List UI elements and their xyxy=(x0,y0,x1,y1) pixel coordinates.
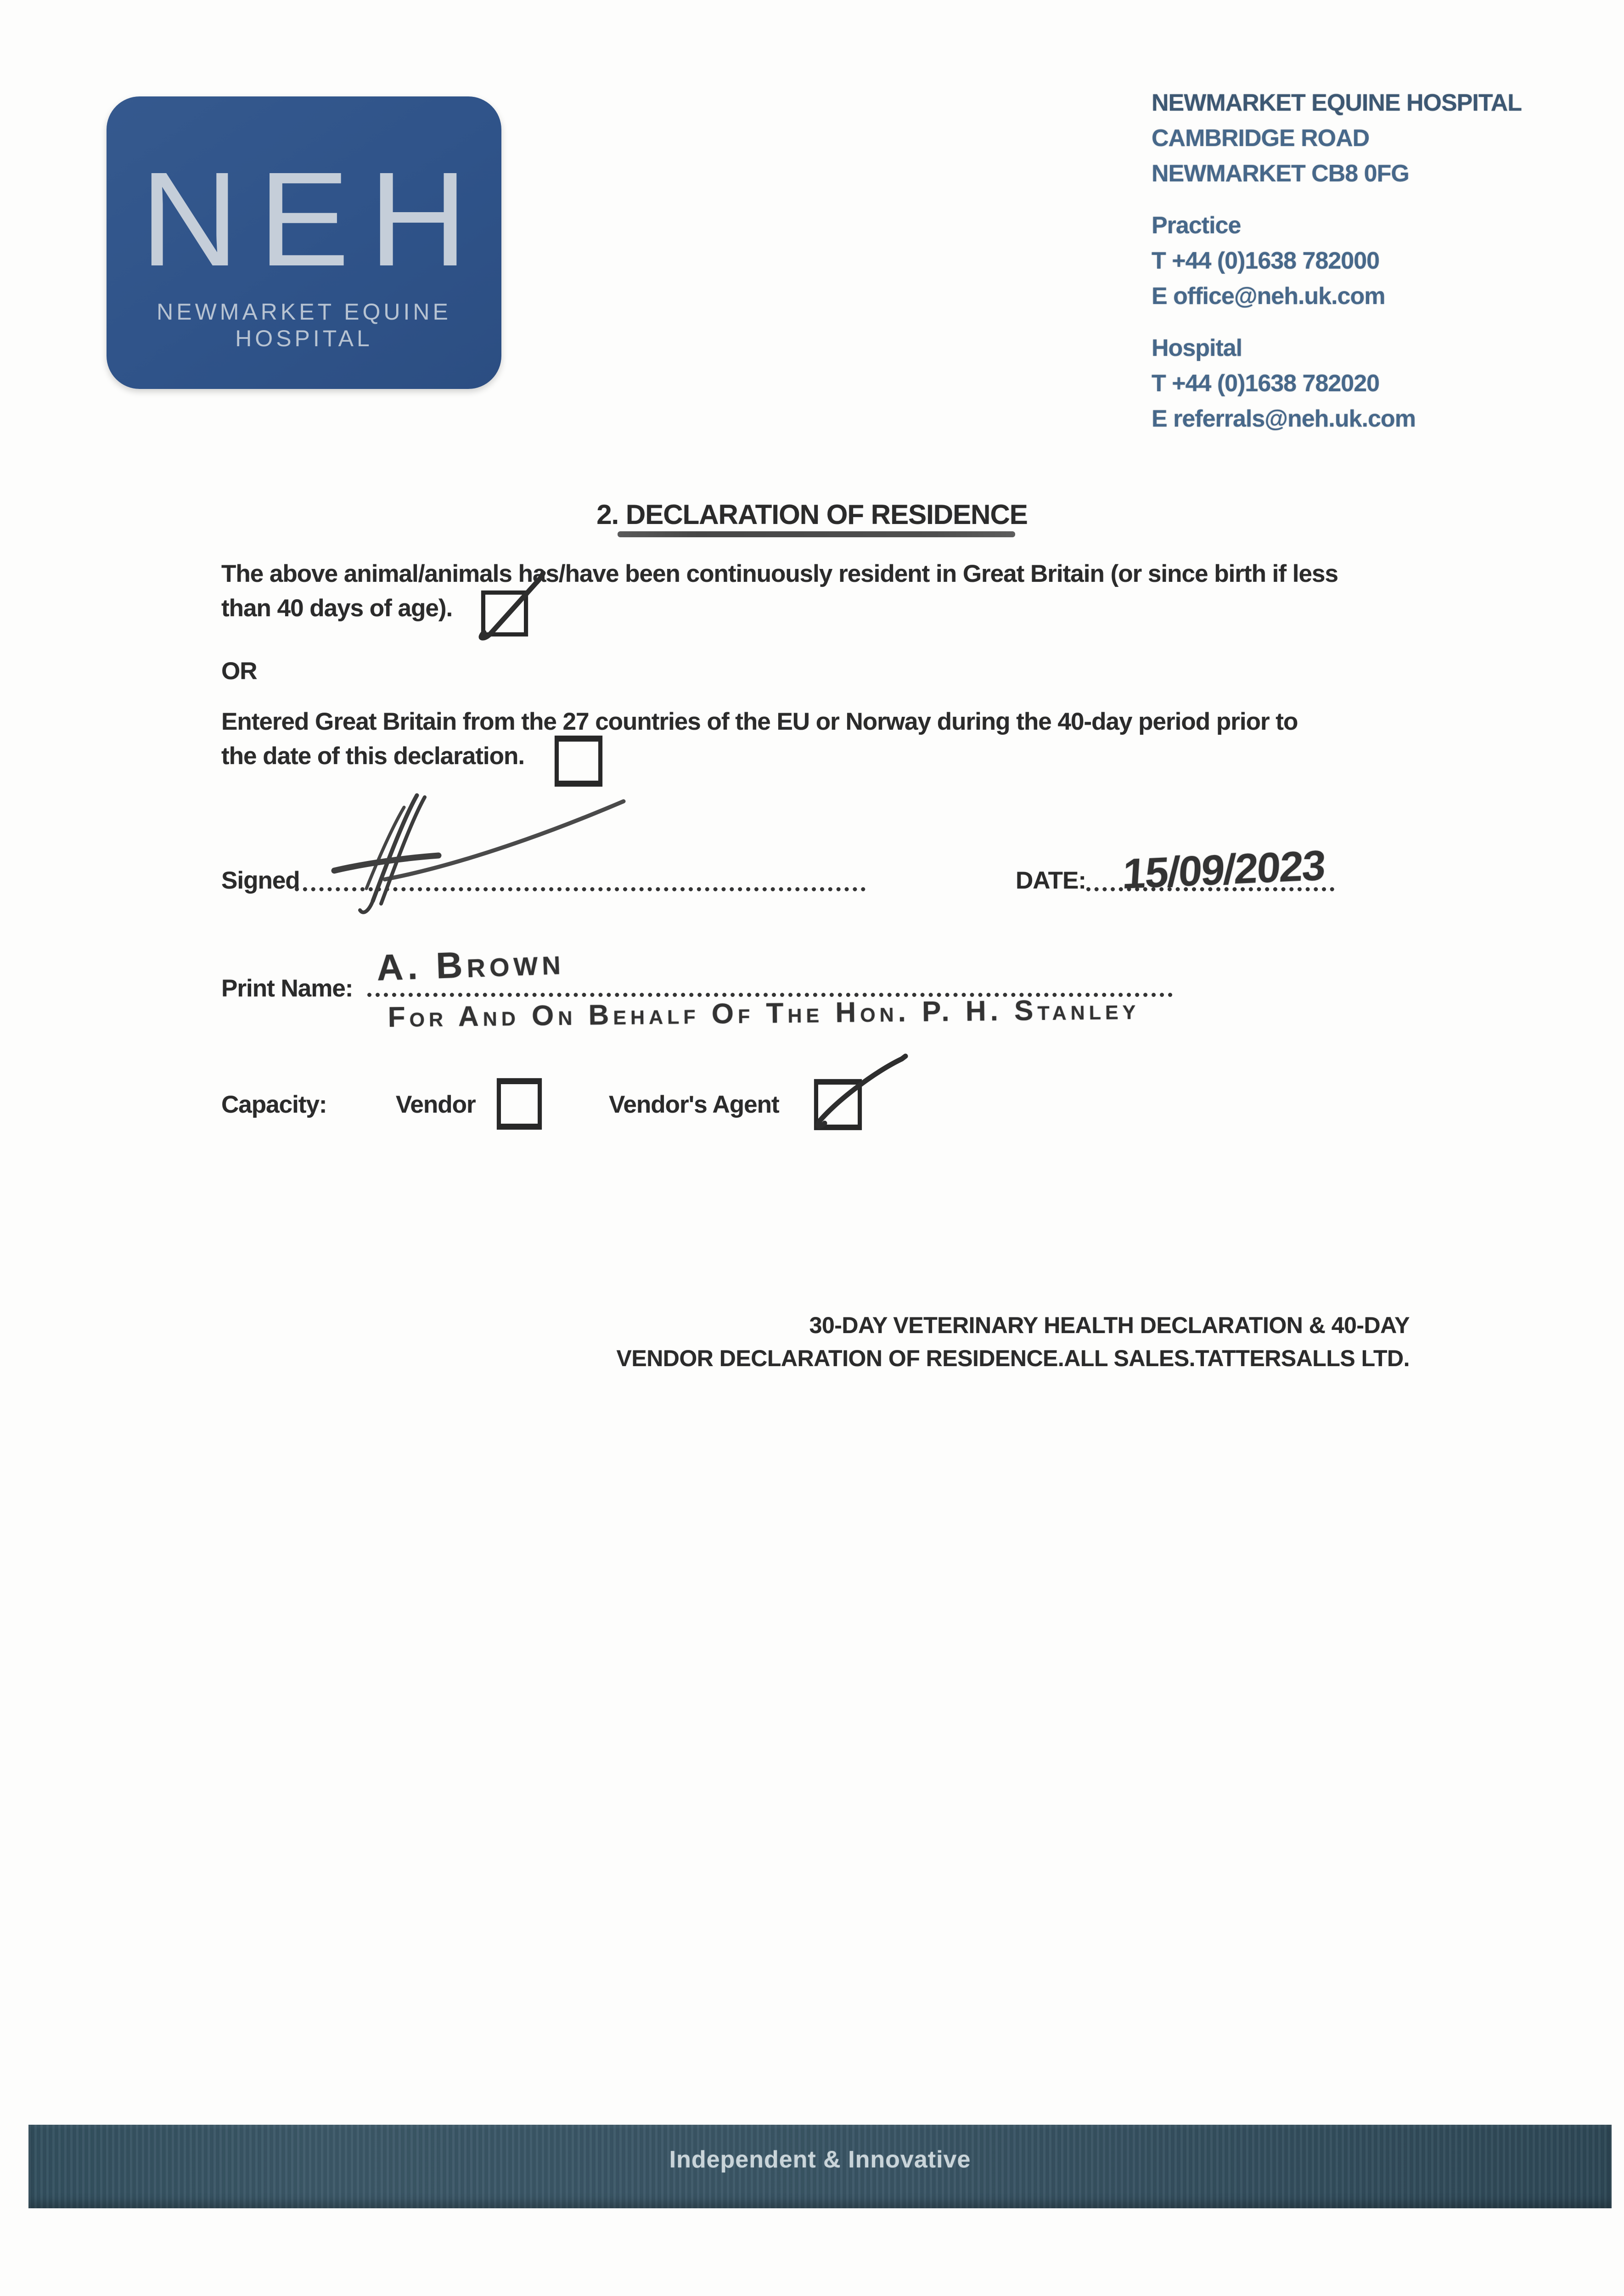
print-name-label: Print Name: xyxy=(221,975,353,1002)
option-resident-text: The above animal/animals has/have been continuously resident in Great Britain (or since birth if less than 40 days of age). xyxy=(221,560,1338,622)
address-line: NEWMARKET CB8 0FG xyxy=(1152,160,1409,187)
resident-checkbox-tick xyxy=(468,563,569,654)
vendors-agent-checkbox-tick xyxy=(799,1029,932,1139)
vendor-checkbox xyxy=(497,1078,542,1130)
footnote: 30-DAY VETERINARY HEALTH DECLARATION & 40-DAY VENDOR DECLARATION OF RESIDENCE.ALL SALES.TATTERSALLS LTD. xyxy=(616,1312,1410,1371)
on-behalf-handwritten-note: For And On Behalf Of The Hon. P. H. Stanley xyxy=(388,993,1140,1033)
capacity-label: Capacity: xyxy=(221,1091,327,1118)
section-heading: 2. DECLARATION OF RESIDENCE xyxy=(596,499,1028,530)
practice-email: E office@neh.uk.com xyxy=(1152,283,1385,310)
section-heading-underline xyxy=(618,531,1015,537)
date-handwritten-value: 15/09/2023 xyxy=(1121,842,1326,898)
neh-logo-monogram: NEH xyxy=(140,144,487,294)
hospital-heading: Hospital xyxy=(1152,335,1242,361)
hospital-phone: T +44 (0)1638 782020 xyxy=(1152,370,1380,397)
neh-logo-caption: NEWMARKET EQUINE HOSPITAL xyxy=(157,299,451,351)
capacity-option-vendor-label: Vendor xyxy=(396,1091,476,1118)
print-name-handwritten-value: A. Brown xyxy=(376,940,565,989)
practice-heading: Practice xyxy=(1152,212,1241,239)
option-entered-text: Entered Great Britain from the 27 countries of the EU or Norway during the 40-day period prior to the date of this declaration. xyxy=(221,708,1298,770)
footer-bar xyxy=(28,2125,1612,2208)
address-line: CAMBRIDGE ROAD xyxy=(1152,125,1370,152)
or-label: OR xyxy=(221,658,257,685)
practice-phone: T +44 (0)1638 782000 xyxy=(1152,248,1380,274)
letterhead-contact-block xyxy=(1152,85,1522,437)
capacity-option-agent-label: Vendor's Agent xyxy=(609,1091,779,1118)
footer-tagline: Independent & Innovative xyxy=(669,2146,971,2173)
date-label: DATE: xyxy=(1016,867,1086,894)
neh-logo xyxy=(107,96,501,389)
signature-handwriting xyxy=(321,781,643,928)
hospital-email: E referrals@neh.uk.com xyxy=(1152,405,1416,432)
signed-label: Signed xyxy=(221,867,300,894)
entered-checkbox xyxy=(555,736,602,787)
address-line: NEWMARKET EQUINE HOSPITAL xyxy=(1152,90,1522,116)
